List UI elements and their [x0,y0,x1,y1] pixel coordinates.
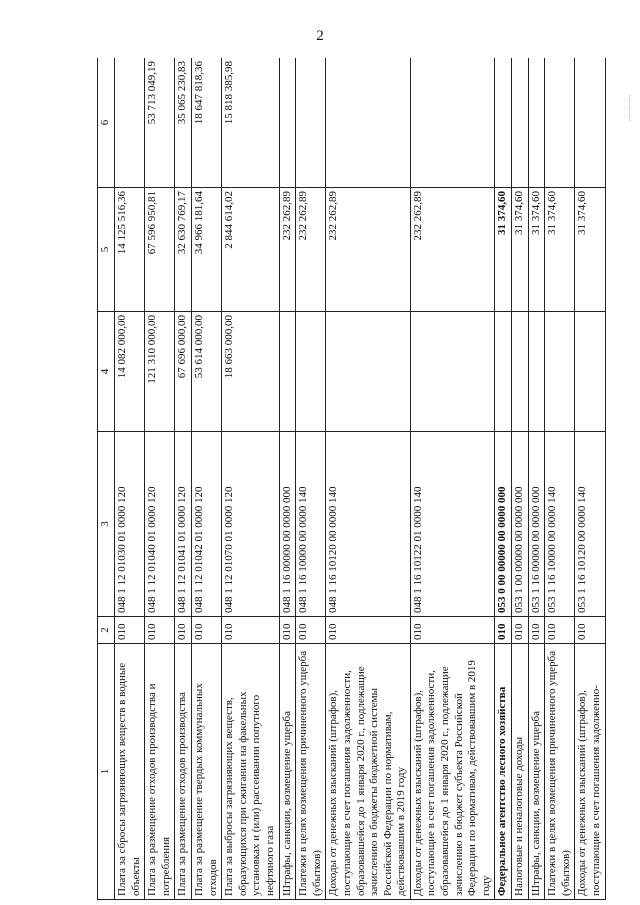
row-executed-cell: 232 262,89 [410,188,495,312]
header-col-1: 1 [98,644,115,900]
row-remainder-cell [495,58,512,188]
row-code-cell: 010 [175,617,192,644]
row-executed-cell: 31 374,60 [495,188,512,312]
row-classifier-cell: 048 1 12 01042 01 0000 120 [191,432,221,617]
table-row [145,58,175,900]
row-plan-cell [528,312,545,432]
table-row [410,58,495,900]
row-executed-cell: 232 262,89 [326,188,411,312]
row-name-cell: Плата за размещение отходов производства и потребления [145,644,175,900]
table-row [495,58,512,900]
row-code-cell: 010 [279,617,296,644]
row-executed-cell: 2 844 614,02 [222,188,279,312]
table-row [512,58,529,900]
header-row [98,58,115,900]
row-classifier-cell: 048 1 12 01070 01 0000 120 [222,432,279,617]
row-code-cell: 010 [528,617,545,644]
header-col-3: 3 [98,432,115,617]
row-classifier-cell: 048 1 12 01041 01 0000 120 [175,432,192,617]
table-row [222,58,279,900]
header-col-5: 5 [98,188,115,312]
row-classifier-cell: 053 1 16 10120 00 0000 140 [575,432,605,617]
row-executed-cell: 31 374,60 [528,188,545,312]
row-name-cell: Плата за размещение твердых коммунальных отходов [191,644,221,900]
row-plan-cell [575,312,605,432]
row-classifier-cell: 048 1 16 10120 00 0000 140 [326,432,411,617]
row-code-cell: 010 [296,617,326,644]
row-remainder-cell [512,58,529,188]
row-remainder-cell [410,58,495,188]
row-executed-cell: 232 262,89 [279,188,296,312]
header-col-4: 4 [98,312,115,432]
row-classifier-cell: 048 1 16 00000 00 0000 000 [279,432,296,617]
row-plan-cell: 14 082 000,00 [115,312,145,432]
row-executed-cell: 67 596 950,81 [145,188,175,312]
row-classifier-cell: 048 1 12 01040 01 0000 120 [145,432,175,617]
table-container [97,58,630,900]
row-classifier-cell: 048 1 16 10000 00 0000 140 [296,432,326,617]
row-remainder-cell [545,58,575,188]
row-plan-cell [326,312,411,432]
row-executed-cell: 32 630 769,17 [175,188,192,312]
table-row [326,58,411,900]
row-name-cell: Доходы от денежных взысканий (штрафов), поступающие в счет погашения задолженно- [575,644,605,900]
row-remainder-cell: 35 065 230,83 [175,58,192,188]
row-classifier-cell: 053 1 00 00000 00 0000 000 [512,432,529,617]
row-classifier-cell: 048 1 16 10122 01 0000 140 [410,432,495,617]
row-executed-cell: 31 374,60 [575,188,605,312]
header-col-6: 6 [98,58,115,188]
row-code-cell: 010 [222,617,279,644]
row-remainder-cell: 15 818 385,98 [222,58,279,188]
row-code-cell: 010 [495,617,512,644]
row-name-cell: Доходы от денежных взысканий (штрафов), поступающие в счет погашения задолженности, образовавшейся до 1 января 2020 г., подлежащие зачислению в бюджеты бюджетной системы Российской Федерации по нормативам, действовавшим в 2019 году [326,644,411,900]
row-name-cell: Штрафы, санкции, возмещение ущерба [279,644,296,900]
row-plan-cell: 18 663 000,00 [222,312,279,432]
row-remainder-cell [296,58,326,188]
row-classifier-cell: 053 1 16 10000 00 0000 140 [545,432,575,617]
header-col-2: 2 [98,617,115,644]
row-remainder-cell: 18 647 818,36 [191,58,221,188]
row-code-cell: 010 [145,617,175,644]
table-body [115,58,606,900]
row-code-cell: 010 [512,617,529,644]
row-executed-cell: 34 966 181,64 [191,188,221,312]
table-row [175,58,192,900]
table-row [545,58,575,900]
row-name-cell: Плата за выбросы загрязняющих веществ, образующихся при сжигании на факельных установках и (или) рассеивании попутного нефтяного газа [222,644,279,900]
row-remainder-cell [528,58,545,188]
row-plan-cell [545,312,575,432]
row-plan-cell [279,312,296,432]
row-name-cell: Плата за сбросы загрязняющих веществ в водные объекты [115,644,145,900]
row-name-cell: Штрафы, санкции, возмещение ущерба [528,644,545,900]
row-executed-cell: 31 374,60 [545,188,575,312]
row-code-cell: 010 [545,617,575,644]
row-code-cell: 010 [191,617,221,644]
row-code-cell: 010 [115,617,145,644]
row-code-cell: 010 [575,617,605,644]
row-plan-cell [495,312,512,432]
revenue-table [97,58,606,900]
row-plan-cell: 53 614 000,00 [191,312,221,432]
row-remainder-cell [326,58,411,188]
row-code-cell: 010 [326,617,411,644]
row-code-cell: 010 [410,617,495,644]
row-plan-cell [410,312,495,432]
row-name-cell: Платежи в целях возмещения причиненного ущерба (убытков) [296,644,326,900]
table-row [296,58,326,900]
row-remainder-cell: 53 713 049,19 [145,58,175,188]
row-name-cell: Платежи в целях возмещения причиненного ущерба (убытков) [545,644,575,900]
row-plan-cell: 67 696 000,00 [175,312,192,432]
row-executed-cell: 14 125 516,36 [115,188,145,312]
table-row [528,58,545,900]
page-number: 2 [316,28,324,44]
rotated-table-frame [97,58,630,900]
table-row [575,58,605,900]
row-classifier-cell: 053 0 00 00000 00 0000 000 [495,432,512,617]
row-classifier-cell: 048 1 12 01030 01 0000 120 [115,432,145,617]
row-classifier-cell: 053 1 16 00000 00 0000 000 [528,432,545,617]
row-remainder-cell [279,58,296,188]
row-plan-cell: 121 310 000,00 [145,312,175,432]
table-row [191,58,221,900]
row-name-cell: Доходы от денежных взысканий (штрафов), поступающие в счет погашения задолженности, образовавшейся до 1 января 2020 г., подлежащие зачислению в бюджет субъекта Российской Федерации по нормативам, действовавшим в 2019 году [410,644,495,900]
row-plan-cell [296,312,326,432]
table-row [115,58,145,900]
row-remainder-cell [575,58,605,188]
table-row [279,58,296,900]
row-remainder-cell [115,58,145,188]
row-name-cell: Федеральное агентство лесного хозяйства [495,644,512,900]
row-name-cell: Налоговые и неналоговые доходы [512,644,529,900]
row-name-cell: Плата за размещение отходов производства [175,644,192,900]
row-executed-cell: 31 374,60 [512,188,529,312]
row-executed-cell: 232 262,89 [296,188,326,312]
row-plan-cell [512,312,529,432]
